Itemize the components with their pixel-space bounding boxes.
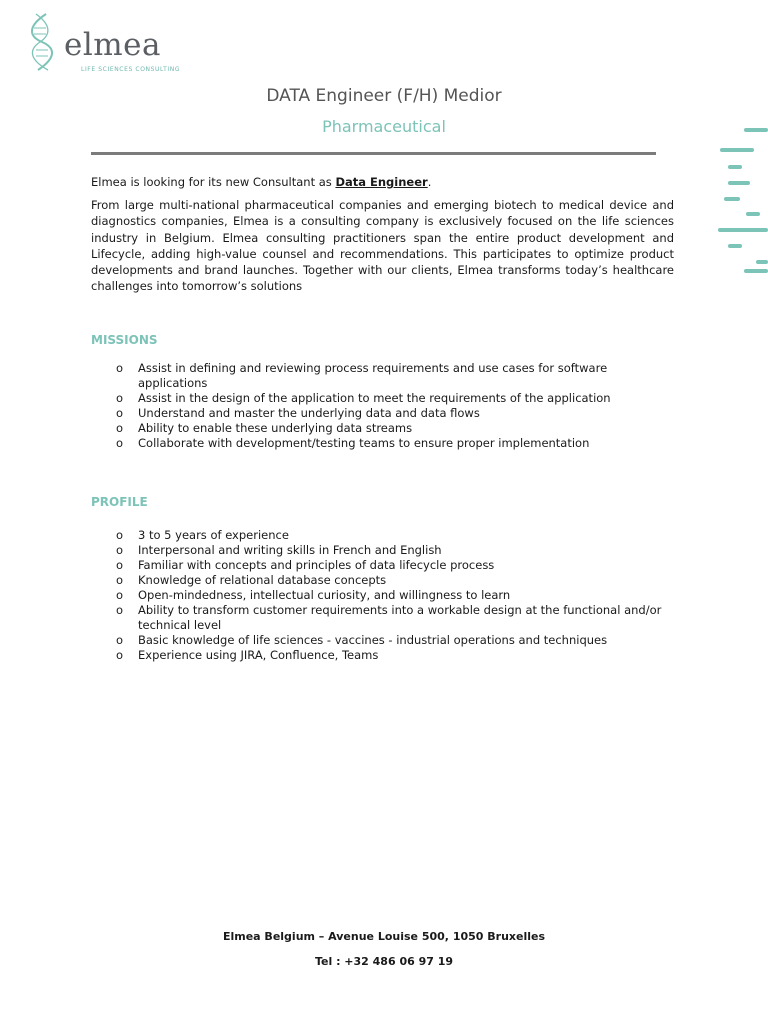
dash	[756, 260, 768, 264]
bullet-marker: o	[116, 436, 124, 450]
list-item: o Open-mindedness, intellectual curiosity, and willingness to learn	[116, 588, 511, 602]
list-item: o Ability to enable these underlying data streams	[116, 421, 413, 435]
dash	[746, 212, 760, 216]
job-sector: Pharmaceutical	[322, 117, 446, 136]
footer-phone: Tel : +32 486 06 97 19	[314, 955, 454, 968]
bullet-marker: o	[116, 421, 124, 435]
brand-tagline: LIFE SCIENCES CONSULTING	[81, 66, 181, 73]
footer-address: Elmea Belgium – Avenue Louise 500, 1050 Bruxelles	[222, 930, 546, 943]
bullet-marker: o	[116, 603, 124, 617]
bullet-marker: o	[116, 588, 124, 602]
bullet-marker: o	[116, 648, 124, 662]
list-item: o Collaborate with development/testing teams to ensure proper implementation	[116, 436, 590, 450]
dash	[728, 165, 742, 169]
company-description: From large multi-national pharmaceutical companies and emerging biotech to medical device and diagnostics companies, Elmea is a consulting company is exclusively focused on the life sciences industry in Belgium. Elmea consulting practitioners span the entire product development and Lifecycle, adding high-value counsel and recommendations. This participates to optimize product developments and brand launches. Together with our clients, Elmea transforms today’s healthcare challenges into tomorrow’s solutions	[91, 198, 674, 294]
bullet-marker: o	[116, 558, 124, 572]
list-item: o 3 to 5 years of experience	[116, 528, 289, 542]
list-item: o Familiar with concepts and principles of data lifecycle process	[116, 558, 495, 572]
missions-heading: MISSIONS	[91, 333, 158, 347]
list-item: o Experience using JIRA, Confluence, Teams	[116, 648, 379, 662]
brand-name: elmea	[64, 27, 161, 63]
bullet-marker: o	[116, 633, 124, 647]
list-item: o Knowledge of relational database concepts	[116, 573, 387, 587]
intro-line	[91, 174, 674, 190]
profile-heading: PROFILE	[91, 495, 148, 509]
list-item: o Basic knowledge of life sciences - vaccines - industrial operations and techniques	[116, 633, 608, 647]
dash	[744, 269, 768, 273]
decorative-dashes	[718, 128, 768, 278]
dash	[718, 228, 768, 232]
intro-end: .	[427, 175, 432, 189]
intro-text: Elmea is looking for its new Consultant as	[91, 175, 336, 189]
elmea-logo	[26, 12, 196, 72]
profile-list	[116, 528, 676, 663]
bullet-marker: o	[116, 361, 124, 375]
bullet-marker: o	[116, 406, 124, 420]
list-item: o Ability to transform customer requirements into a workable design at the functional and/or technical level	[116, 603, 662, 632]
role-name: Data Engineer	[335, 175, 428, 189]
bullet-marker: o	[116, 573, 124, 587]
job-title: DATA Engineer (F/H) Medior	[266, 86, 502, 106]
bullet-marker: o	[116, 543, 124, 557]
bullet-marker: o	[116, 528, 124, 542]
dash	[728, 181, 750, 185]
dash	[728, 244, 742, 248]
missions-list	[116, 361, 656, 451]
dna-helix-icon	[26, 12, 60, 72]
dash	[724, 197, 740, 201]
list-item: o Assist in the design of the application to meet the requirements of the application	[116, 391, 611, 405]
bullet-marker: o	[116, 391, 124, 405]
divider	[91, 152, 656, 155]
dash	[720, 148, 754, 152]
list-item: o Assist in defining and reviewing process requirements and use cases for software applications	[116, 361, 608, 390]
list-item: o Understand and master the underlying data and data flows	[116, 406, 480, 420]
list-item: o Interpersonal and writing skills in French and English	[116, 543, 442, 557]
